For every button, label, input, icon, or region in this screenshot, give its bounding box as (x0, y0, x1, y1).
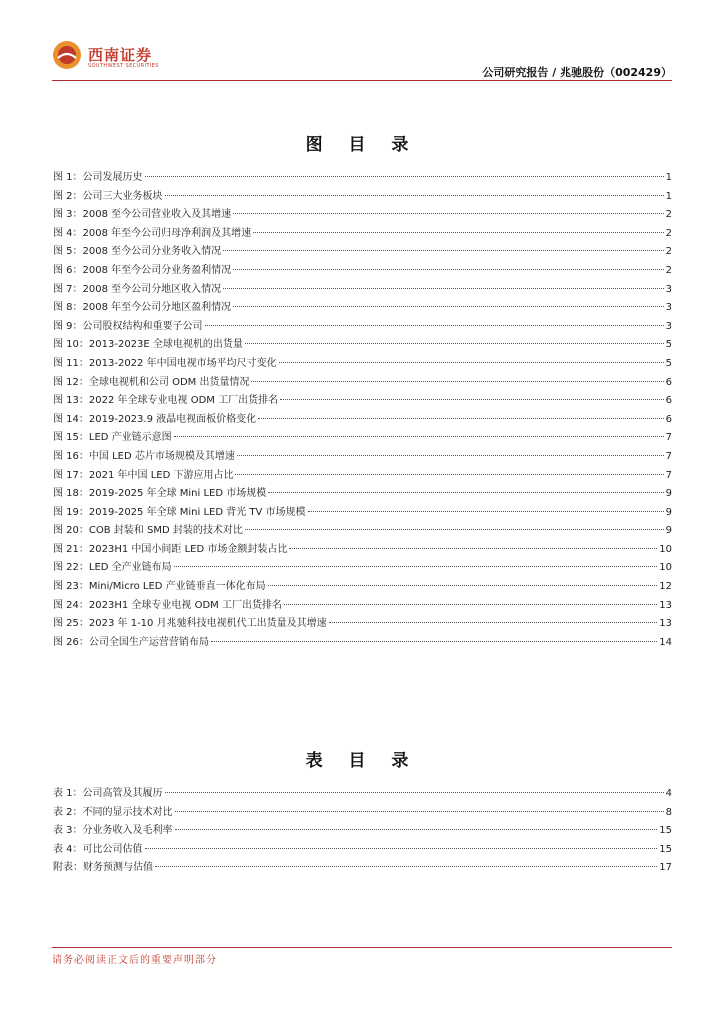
toc-entry-page: 5 (665, 357, 672, 369)
toc-entry-label: 图 25：2023 年 1-10 月兆驰科技电视机代工出货量及其增速 (53, 618, 327, 630)
toc-leader-dots (174, 566, 658, 567)
figure-toc-entry[interactable] (53, 225, 672, 244)
toc-entry-label: 图 21：2023H1 中国小间距 LED 市场金额封装占比 (53, 543, 288, 555)
toc-leader-dots (279, 362, 664, 363)
toc-entry-page: 1 (665, 172, 672, 183)
toc-leader-dots (235, 474, 663, 475)
figure-toc-entry[interactable] (53, 318, 672, 337)
toc-entry-page: 2 (665, 209, 672, 221)
figure-toc-entry[interactable] (53, 634, 672, 653)
toc-leader-dots (233, 269, 663, 270)
figure-toc-entry[interactable] (53, 615, 672, 634)
toc-leader-dots (268, 492, 663, 493)
toc-entry-page: 2 (665, 227, 672, 239)
figures-toc-list (53, 169, 672, 652)
figure-toc-entry[interactable] (53, 299, 672, 318)
toc-leader-dots (155, 866, 657, 867)
toc-leader-dots (205, 325, 664, 326)
toc-entry-page: 6 (665, 413, 672, 425)
report-title: 公司研究报告 / 兆驰股份（002429） (482, 66, 672, 79)
toc-entry-label: 图 7：2008 至今公司分地区收入情况 (53, 283, 222, 295)
figure-toc-entry[interactable] (53, 374, 672, 393)
figure-toc-entry[interactable] (53, 578, 672, 597)
toc-entry-page: 17 (659, 862, 672, 874)
toc-entry-label: 图 12：全球电视机和公司 ODM 出货量情况 (53, 376, 250, 388)
toc-entry-page: 2 (665, 246, 672, 258)
toc-leader-dots (223, 288, 663, 289)
figures-toc-title: 图 目 录 (305, 135, 419, 155)
toc-entry-label: 图 8：2008 年至今公司分地区盈利情况 (53, 302, 232, 314)
toc-entry-page: 9 (665, 525, 672, 537)
toc-entry-page: 8 (665, 806, 672, 818)
toc-entry-label: 图 11：2013-2022 年中国电视市场平均尺寸变化 (53, 357, 277, 369)
toc-entry-page: 12 (659, 581, 672, 593)
toc-entry-label: 图 2：公司三大业务板块 (53, 190, 163, 202)
figure-toc-entry[interactable] (53, 467, 672, 486)
toc-entry-page: 14 (659, 636, 672, 648)
toc-entry-label: 图 5：2008 至今公司分业务收入情况 (53, 246, 222, 258)
toc-entry-page: 10 (659, 543, 672, 555)
page-header (52, 40, 672, 82)
table-toc-entry[interactable] (53, 859, 672, 878)
toc-leader-dots (268, 585, 658, 586)
toc-entry-label: 图 6：2008 年至今公司分业务盈利情况 (53, 264, 232, 276)
toc-entry-label: 图 10：2013-2023E 全球电视机的出货量 (53, 339, 243, 351)
figure-toc-entry[interactable] (53, 559, 672, 578)
toc-entry-label: 图 13：2022 年全球专业电视 ODM 工厂出货排名 (53, 395, 279, 407)
toc-entry-label: 图 19：2019-2025 年全球 Mini LED 背光 TV 市场规模 (53, 506, 306, 518)
figure-toc-entry[interactable] (53, 281, 672, 300)
toc-entry-label: 图 22：LED 全产业链布局 (53, 562, 172, 574)
toc-entry-page: 5 (665, 339, 672, 351)
toc-entry-label: 图 9：公司股权结构和重要子公司 (53, 320, 203, 332)
toc-leader-dots (174, 436, 664, 437)
toc-entry-page: 2 (665, 264, 672, 276)
figure-toc-entry[interactable] (53, 169, 672, 188)
toc-entry-page: 9 (665, 506, 672, 518)
toc-entry-label: 图 18：2019-2025 年全球 Mini LED 市场规模 (53, 488, 267, 500)
toc-leader-dots (211, 641, 657, 642)
toc-entry-page: 7 (665, 432, 672, 444)
toc-leader-dots (251, 381, 663, 382)
toc-leader-dots (175, 811, 664, 812)
figure-toc-entry[interactable] (53, 336, 672, 355)
figure-toc-entry[interactable] (53, 522, 672, 541)
toc-leader-dots (284, 604, 657, 605)
toc-entry-label: 图 1：公司发展历史 (53, 172, 143, 183)
toc-entry-page: 13 (659, 599, 672, 611)
toc-entry-label: 图 26：公司全国生产运营营销布局 (53, 636, 209, 648)
toc-leader-dots (145, 848, 658, 849)
logo-text: 西南证券 (88, 46, 153, 64)
toc-entry-label: 表 2：不同的显示技术对比 (53, 806, 173, 818)
figure-toc-entry[interactable] (53, 429, 672, 448)
toc-entry-page: 4 (665, 788, 672, 799)
toc-entry-label: 图 23：Mini/Micro LED 产业链垂直一体化布局 (53, 581, 266, 593)
figure-toc-entry[interactable] (53, 188, 672, 207)
figure-toc-entry[interactable] (53, 355, 672, 374)
toc-entry-page: 7 (665, 450, 672, 462)
toc-entry-page: 15 (659, 825, 672, 837)
toc-leader-dots (245, 529, 664, 530)
toc-entry-page: 6 (665, 395, 672, 407)
toc-leader-dots (165, 195, 664, 196)
toc-entry-label: 图 14：2019-2023.9 液晶电视面板价格变化 (53, 413, 257, 425)
toc-leader-dots (258, 418, 663, 419)
toc-entry-label: 表 1：公司高管及其履历 (53, 788, 163, 799)
toc-entry-label: 图 3：2008 至今公司营业收入及其增速 (53, 209, 232, 221)
figure-toc-entry[interactable] (53, 262, 672, 281)
table-toc-entry[interactable] (53, 804, 672, 823)
toc-entry-label: 图 24：2023H1 全球专业电视 ODM 工厂出货排名 (53, 599, 282, 611)
footer-divider (52, 947, 672, 948)
toc-entry-page: 1 (665, 190, 672, 202)
toc-leader-dots (223, 250, 663, 251)
figure-toc-entry[interactable] (53, 411, 672, 430)
toc-entry-label: 图 16：中国 LED 芯片市场规模及其增速 (53, 450, 235, 462)
header-divider (52, 80, 672, 81)
figure-toc-entry[interactable] (53, 206, 672, 225)
toc-entry-label: 表 4：可比公司估值 (53, 843, 143, 855)
toc-entry-page: 15 (659, 843, 672, 855)
toc-leader-dots (165, 792, 664, 793)
toc-leader-dots (237, 455, 664, 456)
toc-leader-dots (175, 829, 658, 830)
toc-leader-dots (233, 306, 663, 307)
logo-icon (52, 40, 82, 70)
toc-entry-label: 图 15：LED 产业链示意图 (53, 432, 172, 444)
toc-entry-page: 7 (665, 469, 672, 481)
toc-entry-page: 13 (659, 618, 672, 630)
table-toc-entry[interactable] (53, 841, 672, 860)
toc-leader-dots (308, 511, 664, 512)
figure-toc-entry[interactable] (53, 448, 672, 467)
figure-toc-entry[interactable] (53, 597, 672, 616)
toc-entry-page: 3 (665, 302, 672, 314)
toc-leader-dots (280, 399, 664, 400)
logo-subtitle: SOUTHWEST SECURITIES (88, 63, 159, 69)
figure-toc-entry[interactable] (53, 392, 672, 411)
toc-entry-page: 3 (665, 283, 672, 295)
toc-leader-dots (145, 176, 664, 177)
table-toc-entry[interactable] (53, 785, 672, 804)
toc-leader-dots (253, 232, 663, 233)
figure-toc-entry[interactable] (53, 541, 672, 560)
toc-leader-dots (233, 213, 663, 214)
toc-entry-page: 9 (665, 488, 672, 500)
toc-entry-page: 6 (665, 376, 672, 388)
tables-toc-list (53, 785, 672, 878)
figure-toc-entry[interactable] (53, 485, 672, 504)
tables-toc-title: 表 目 录 (305, 751, 419, 771)
toc-entry-label: 图 4：2008 年至今公司归母净利润及其增速 (53, 227, 252, 239)
figure-toc-entry[interactable] (53, 243, 672, 262)
toc-entry-page: 3 (665, 320, 672, 332)
toc-entry-label: 附表：财务预测与估值 (53, 862, 153, 874)
toc-entry-label: 表 3：分业务收入及毛利率 (53, 825, 173, 837)
toc-entry-page: 10 (659, 562, 672, 574)
toc-leader-dots (329, 622, 658, 623)
toc-entry-label: 图 17：2021 年中国 LED 下游应用占比 (53, 469, 234, 481)
toc-entry-label: 图 20：COB 封装和 SMD 封装的技术对比 (53, 525, 243, 537)
toc-leader-dots (245, 343, 664, 344)
footer-disclaimer: 请务必阅读正文后的重要声明部分 (52, 955, 217, 966)
table-toc-entry[interactable] (53, 822, 672, 841)
figure-toc-entry[interactable] (53, 504, 672, 523)
toc-leader-dots (289, 548, 657, 549)
